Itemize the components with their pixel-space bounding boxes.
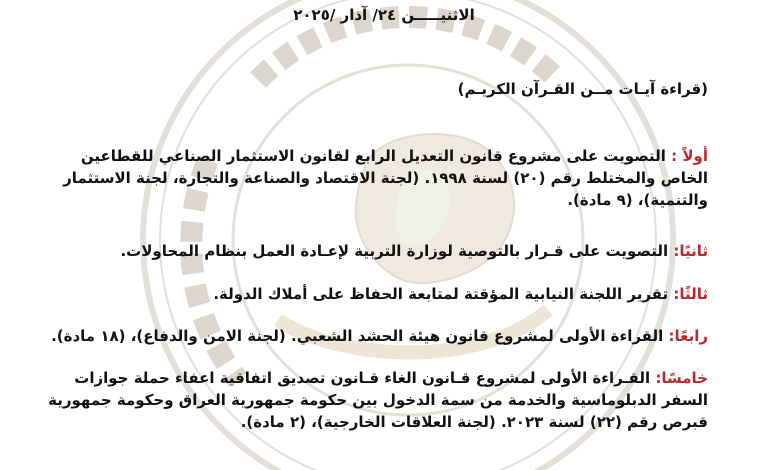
agenda-item-text: التصويت على مشروع قانون التعديل الرابع لقانون الاستثمار الصناعي للقطاعين الخاص والمختلط رقم (٢٠) لسنة ١٩٩٨. (لجنة الاقتصاد والصناعة والتجارة، لجنة الاستثمار والتنمية)، (٩ مادة). xyxy=(63,147,708,209)
agenda-item-text: التصويت على قـرار بالتوصية لوزارة التربية لإعـادة العمل بنظام المحاولات. xyxy=(120,242,669,260)
agenda-item-label: ثانيًا: xyxy=(673,242,708,260)
session-date: الاثنيـــــن ٢٤/ آذار /٢٠٢٥ xyxy=(293,6,475,24)
agenda-item-5 xyxy=(48,367,708,433)
agenda-item-1 xyxy=(48,145,708,211)
agenda-item-label: ثالثًا: xyxy=(673,285,708,303)
agenda-item-label: رابعًا: xyxy=(668,327,708,345)
agenda-item-text: القراءة الأولى لمشروع قانون هيئة الحشد الشعبي. (لجنة الامن والدفاع)، (١٨ مادة). xyxy=(51,327,664,345)
agenda-item-label: أولاً : xyxy=(671,147,708,165)
agenda-item-text: القـراءة الأولى لمشروع قـانون الغاء قـانون تصديق اتفاقية اعفاء حملة جوازات السفر الدبلوماسية والخدمة من سمة الدخول بين حكومة جمهورية العراق وحكومة جمهورية قبرص رقم (٢٢) لسنة ٢٠٢٣. (لجنة العلاقات الخارجية)، (٢ مادة). xyxy=(48,369,708,431)
agenda-item-3 xyxy=(48,283,708,305)
agenda-item-2 xyxy=(48,240,708,262)
agenda-item-text: تقرير اللجنة النيابية المؤقتة لمتابعة الحفاظ على أملاك الدولة. xyxy=(213,285,669,303)
agenda-item-label: خامسًا: xyxy=(655,369,708,387)
agenda-item-4 xyxy=(48,325,708,347)
opening-quran-reading: (قراءة آيـات مــن القـرآن الكريـم) xyxy=(457,80,708,98)
